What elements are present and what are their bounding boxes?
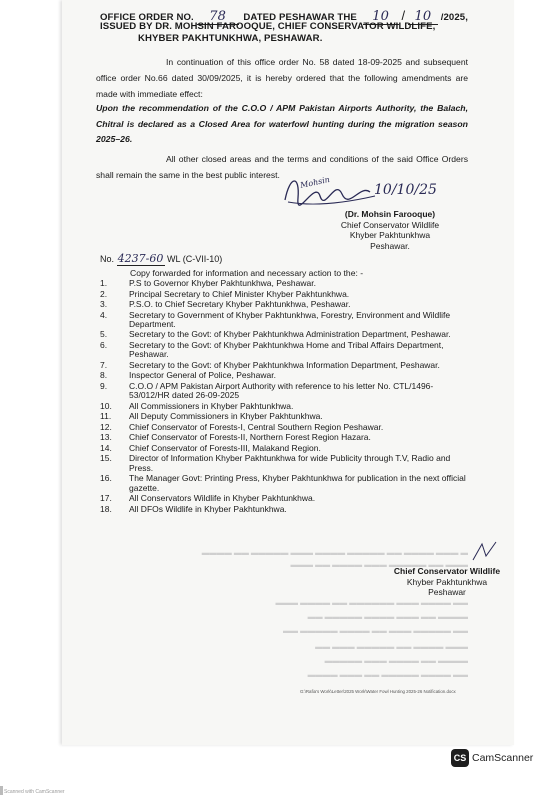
distribution-list — [100, 279, 472, 515]
scanned-with-label: Scanned with CamScanner — [4, 789, 65, 795]
list-item-number: 18. — [100, 503, 112, 514]
reference-suffix: WL (C-VII-10) — [167, 254, 223, 264]
distribution-list-item — [100, 371, 472, 380]
dated-label: DATED PESHAWAR THE — [243, 12, 357, 23]
list-item-text: P.S to Governor Khyber Pakhtunkhwa, Peshawar. — [129, 278, 316, 288]
list-item-text: Secretary to the Govt: of Khyber Pakhtunkhwa Home and Tribal Affairs Department, Peshawar. — [129, 339, 444, 360]
bleed-through-texture: ▬▬▬ ▬▬▬▬ ▬▬ ▬▬▬▬▬ ▬▬▬ ▬▬ — [315, 642, 468, 651]
list-item-text: Principal Secretary to Chief Minister Khyber Pakhtunkhwa. — [129, 288, 350, 299]
signatory-block-2 — [392, 566, 502, 598]
signatory-region: Khyber Pakhtunkhwa — [349, 230, 431, 240]
distribution-list-item — [100, 290, 472, 299]
list-item-number: 17. — [100, 493, 112, 504]
order-label: OFFICE ORDER NO. — [100, 12, 194, 23]
list-item-text: Inspector General of Police, Peshawar. — [129, 370, 276, 381]
file-path-footer: G:\Rafia's Work\Letter\2025 Work\Water Fowl Hunting 2025-26 Notification.docx — [300, 689, 456, 694]
distribution-list-item — [100, 454, 472, 473]
list-item-text: All Commissioners in Khyber Pakhtunkhwa. — [129, 400, 294, 411]
paragraph-other-areas: All other closed areas and the terms and conditions of the said Office Orders shall remain the same in the best public interest. — [96, 154, 468, 180]
signatory-city: Peshawar. — [370, 240, 410, 251]
bleed-through-texture: ▬▬ ▬▬▬▬ ▬▬▬ ▬▬▬▬▬▬ ▬▬ ▬▬▬▬ ▬▬▬ — [275, 598, 468, 607]
list-item-number: 7. — [100, 359, 108, 370]
list-item-number: 1. — [100, 278, 108, 288]
list-item-text: Secretary to Government of Khyber Pakhtunkhwa, Forestry, Environment and Wildlife Department. — [129, 309, 451, 329]
list-item-text: Secretary to the Govt: of Khyber Pakhtunkhwa Administration Department, Peshawar. — [129, 329, 451, 340]
list-item-text: P.S.O. to Chief Secretary Khyber Pakhtunkhwa, Peshawar. — [129, 299, 351, 309]
list-item-number: 10. — [100, 400, 112, 411]
camscanner-label: CamScanner — [472, 752, 534, 764]
copy-forwarded-intro: Copy forwarded for information and necessary action to the: - — [130, 268, 364, 278]
reference-number — [100, 252, 222, 266]
signature-date-handwritten: 10/10/25 — [374, 182, 437, 198]
list-item-text: The Manager Govt: Printing Press, Khyber Pakhtunkhwa for publication in the next official gazette. — [129, 473, 466, 493]
distribution-list-item — [100, 505, 472, 514]
reference-prefix: No. — [100, 254, 115, 264]
list-item-text: All Deputy Commissioners in Khyber Pakhtunkhwa. — [129, 411, 323, 422]
list-item-text: All Conservators Wildlife in Khyber Pakhtunkhwa. — [129, 493, 316, 504]
distribution-list-item — [100, 474, 472, 493]
signatory2-title: Chief Conservator Wildlife — [393, 566, 501, 576]
initials-scribble — [470, 540, 500, 564]
distribution-list-item — [100, 494, 472, 503]
list-item-text: Chief Conservator of Forests-III, Malakand Region. — [129, 442, 321, 453]
list-item-number: 15. — [100, 453, 112, 464]
distribution-list-item — [100, 423, 472, 432]
order-number-handwritten: 78 — [197, 9, 239, 25]
list-item-number: 9. — [100, 380, 108, 391]
list-item-number: 3. — [100, 299, 108, 309]
reference-number-handwritten: 4237-60 — [117, 252, 164, 265]
list-item-text: Secretary to the Govt: of Khyber Pakhtunkhwa Information Department, Peshawar. — [129, 359, 440, 370]
list-item-text: Chief Conservator of Forests-I, Central Southern Region Peshawar. — [129, 421, 384, 432]
signatory-name: (Dr. Mohsin Farooque) — [344, 209, 436, 219]
list-item-number: 14. — [100, 442, 112, 453]
date-day-handwritten: 10 — [363, 9, 399, 25]
bleed-through-texture: ▬▬ ▬▬▬▬▬ ▬▬▬ ▬▬ ▬▬▬▬ ▬▬▬▬▬ ▬▬ — [282, 626, 468, 635]
list-item-number: 2. — [100, 288, 108, 299]
bleed-through-texture: ▬▬ ▬▬▬▬ ▬▬▬▬▬ ▬▬ ▬▬▬ ▬▬▬▬ — [307, 670, 468, 679]
signatory2-city: Peshawar — [428, 587, 466, 597]
signatory-block — [330, 209, 450, 251]
distribution-list-item — [100, 341, 472, 360]
bleed-through-texture: ▬ ▬▬▬ ▬▬▬▬ ▬▬ ▬▬▬▬▬ ▬▬▬▬ ▬▬▬ ▬▬▬▬▬ ▬▬ ▬▬▬▬ — [201, 548, 468, 557]
office-line: KHYBER PAKHTUNKHWA, PESHAWAR. — [138, 33, 323, 44]
signatory2-region: Khyber Pakhtunkhwa — [406, 576, 488, 587]
paragraph-continuation: In continuation of this office order No. 58 dated 18-09-2025 and subsequent office order No.66 dated 30/09/2025, it is hereby ordered that the following amendments are made with immediate effect: — [96, 57, 468, 99]
order-heading: OFFICE ORDER NO. 78 DATED PESHAWAR THE 10 / 10 /2025, — [100, 8, 468, 24]
date-year: /2025, — [440, 12, 468, 23]
distribution-list-item — [100, 382, 472, 401]
distribution-list-item — [100, 311, 472, 330]
list-item-text: C.O.O / APM Pakistan Airport Authority with reference to his letter No. CTL/1496-53/012/HR dated 26-09-2025 — [129, 380, 434, 401]
distribution-list-item — [100, 433, 472, 442]
list-item-text: All DFOs Wildlife in Khyber Pakhtunkhwa. — [129, 503, 287, 514]
paragraph-declaration: Upon the recommendation of the C.O.O / APM Pakistan Airports Authority, the Balach, Chitral is declared as a Closed Area for waterfowl hunting during the migration season 2025–26. — [96, 103, 468, 144]
bleed-through-texture: ▬▬▬ ▬▬ ▬▬▬▬▬ ▬▬▬ ▬▬▬▬ ▬▬ ▬▬▬ — [290, 560, 468, 569]
issued-by-line: ISSUED BY DR. MOHSIN FAROOQUE, CHIEF CONSERVATOR WILDLIFE, — [100, 21, 436, 32]
distribution-list-item — [100, 279, 472, 288]
list-item-text: Director of Information Khyber Pakhtunkhwa for wide Publicity through T.V, Radio and Press. — [129, 453, 451, 473]
list-item-number: 6. — [100, 339, 108, 350]
signature-name-scribble: Mohsin — [299, 174, 331, 191]
list-item-text: Chief Conservator of Forests-II, Northern Forest Region Hazara. — [129, 432, 371, 443]
list-item-number: 11. — [100, 411, 112, 422]
bleed-through-texture: ▬▬▬▬ ▬▬ ▬▬▬ ▬▬▬▬ ▬▬▬▬▬ ▬▬ — [307, 612, 468, 621]
list-item-number: 16. — [100, 473, 112, 484]
scanned-edge-mark — [0, 786, 3, 795]
distribution-list-item — [100, 330, 472, 339]
date-month-handwritten: 10 — [408, 9, 438, 25]
list-item-number: 13. — [100, 432, 112, 443]
distribution-list-item — [100, 402, 472, 411]
distribution-list-item — [100, 300, 472, 309]
signatory-title: Chief Conservator Wildlife — [340, 219, 440, 230]
list-item-number: 5. — [100, 329, 108, 340]
distribution-list-item — [100, 444, 472, 453]
list-item-number: 4. — [100, 309, 108, 320]
list-item-number: 12. — [100, 421, 112, 432]
bleed-through-texture: ▬▬▬▬ ▬▬ ▬▬▬▬ ▬▬▬ ▬▬▬▬▬ — [324, 656, 468, 665]
distribution-list-item — [100, 361, 472, 370]
distribution-list-item — [100, 412, 472, 421]
list-item-number: 8. — [100, 370, 108, 381]
camscanner-logo-icon: CS — [451, 749, 469, 767]
